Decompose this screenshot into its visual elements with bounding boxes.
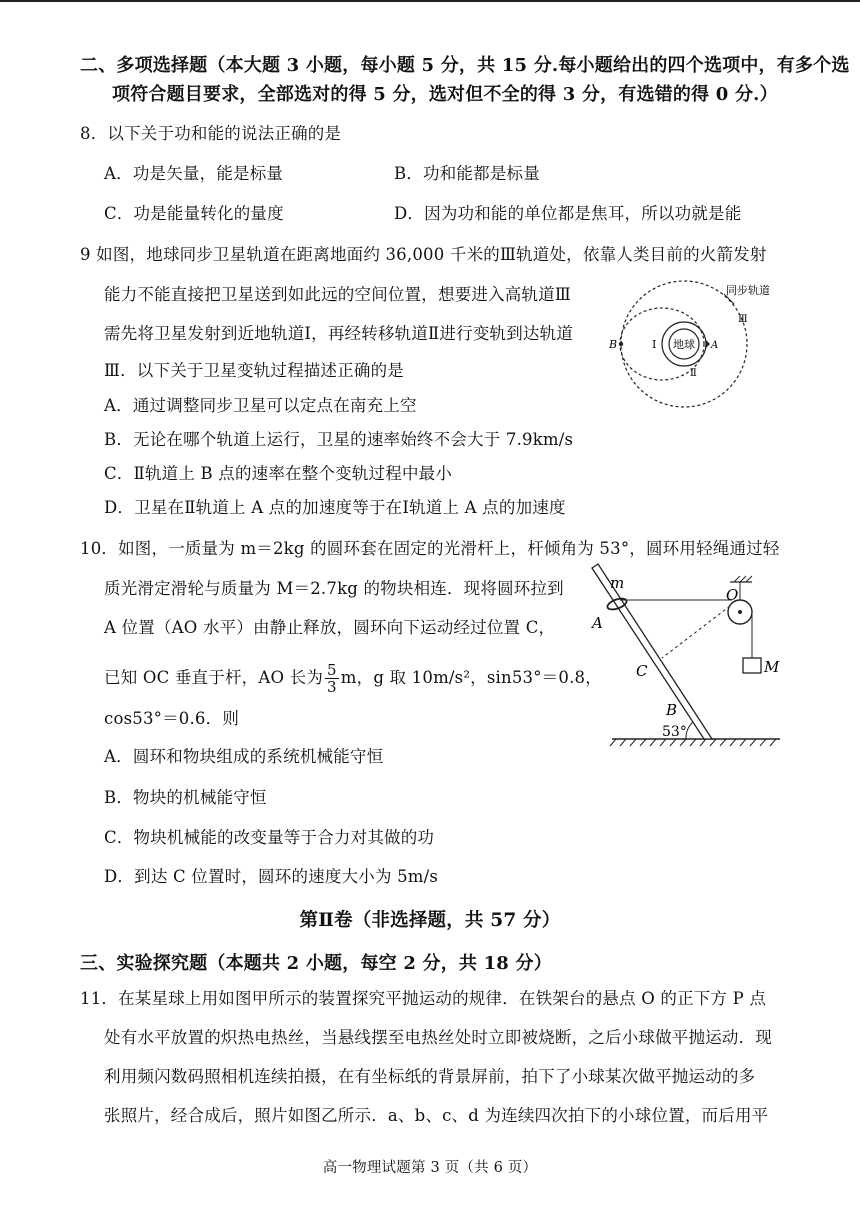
point-a-label: A xyxy=(711,340,719,351)
q10-line5: cos53°＝0.6．则 xyxy=(104,709,240,728)
q10-line4-post: m，g 取 10m/s²，sin53°＝0.8， xyxy=(340,668,602,687)
rod-pulley-diagram xyxy=(590,560,790,750)
section2-heading-line2: 项符合题目要求，全部选对的得 5 分，选对但不全的得 3 分，有选错的得 0 分.） xyxy=(112,84,778,105)
q11-line2: 处有水平放置的炽热电热丝，当悬线摆至电热丝处时立即被烧断，之后小球做平抛运动．现 xyxy=(104,1028,772,1047)
q9-line4: Ⅲ．以下关于卫星变轨过程描述正确的是 xyxy=(104,361,405,380)
ring-label-m: m xyxy=(610,574,625,592)
q9-option-a: A．通过调整同步卫星可以定点在南充上空 xyxy=(104,396,417,415)
top-border xyxy=(0,0,860,2)
q8-option-a: A．功是矢量，能是标量 xyxy=(104,164,284,183)
section2-heading-line1: 二、多项选择题（本大题 3 小题，每小题 5 分，共 15 分.每小题给出的四个选项中，有多个选 xyxy=(80,55,850,76)
block-m xyxy=(743,658,761,673)
q10-line3: A 位置（AO 水平）由静止释放，圆环向下运动经过位置 C， xyxy=(104,618,556,637)
part2-title: 第Ⅱ卷（非选择题，共 57 分） xyxy=(299,910,561,931)
q9-option-c: C．Ⅱ轨道上 B 点的速率在整个变轨过程中最小 xyxy=(104,464,453,483)
q8-option-b: B．功和能都是标量 xyxy=(394,164,540,183)
orbit-iii-label: Ⅲ xyxy=(738,314,748,325)
earth-label: 地球 xyxy=(673,338,695,351)
q11-line1: 11．在某星球上用如图甲所示的装置探究平抛运动的规律．在铁架台的悬点 O 的正下方 P 点 xyxy=(80,989,767,1008)
q9-option-b: B．无论在哪个轨道上运行，卫星的速率始终不会大于 7.9km/s xyxy=(104,430,574,449)
ceiling-hatching xyxy=(734,576,752,582)
pulley-axle xyxy=(738,610,742,614)
q10-fraction-num: 5 xyxy=(327,661,337,679)
section3-heading: 三、实验探究题（本题共 2 小题，每空 2 分，共 18 分） xyxy=(80,953,552,974)
point-b-dot xyxy=(619,342,623,346)
q9-line3: 需先将卫星发射到近地轨道Ⅰ，再经转移轨道Ⅱ进行变轨到达轨道 xyxy=(104,324,574,343)
q10-line1: 10．如图，一质量为 m＝2kg 的圆环套在固定的光滑杆上，杆倾角为 53°，圆环用轻绳通过轻 xyxy=(80,539,780,558)
q9-line2: 能力不能直接把卫星送到如此远的空间位置，想要进入高轨道Ⅲ xyxy=(104,285,572,304)
ground-hatching xyxy=(610,739,776,746)
q10-option-a: A．圆环和物块组成的系统机械能守恒 xyxy=(104,747,384,766)
point-b-label: B xyxy=(666,701,678,719)
orbit-i-label: Ⅰ xyxy=(652,338,657,351)
q10-fraction xyxy=(325,662,339,695)
q10-option-d: D．到达 C 位置时，圆环的速度大小为 5m/s xyxy=(104,867,439,886)
q10-line4-pre: 已知 OC 垂直于杆，AO 长为 xyxy=(104,668,324,687)
block-label-m: M xyxy=(764,658,780,676)
page-footer: 高一物理试题第 3 页（共 6 页） xyxy=(322,1160,538,1176)
q11-line4: 张照片，经合成后，照片如图乙所示．a、b、c、d 为连续四次拍下的小球位置，而后用平 xyxy=(104,1106,769,1125)
q8-stem: 8．以下关于功和能的说法正确的是 xyxy=(80,124,342,143)
orbit-ii-label: Ⅱ xyxy=(690,368,697,379)
point-a-arrow xyxy=(706,340,710,348)
q9-line1: 9 如图，地球同步卫星轨道在距离地面约 36,000 千米的Ⅲ轨道处，依靠人类目前的火箭发射 xyxy=(80,245,767,264)
q10-option-c: C．物块机械能的改变量等于合力对其做的功 xyxy=(104,828,435,847)
q8-option-c: C．功是能量转化的量度 xyxy=(104,204,284,223)
sync-orbit-label: 同步轨道 xyxy=(726,284,770,297)
point-b-label: B xyxy=(609,338,618,351)
q8-option-d: D．因为功和能的单位都是焦耳，所以功就是能 xyxy=(394,204,742,223)
dashed-line-oc xyxy=(662,606,730,658)
angle-label: 53° xyxy=(662,724,687,740)
orbit-diagram xyxy=(600,276,800,408)
point-o-label: O xyxy=(726,586,739,604)
point-c-label: C xyxy=(636,662,648,680)
angle-arc xyxy=(686,722,693,739)
q10-option-b: B．物块的机械能守恒 xyxy=(104,788,267,807)
q9-option-d: D．卫星在Ⅱ轨道上 A 点的加速度等于在Ⅰ轨道上 A 点的加速度 xyxy=(104,498,566,517)
q11-line3: 利用频闪数码照相机连续拍摄，在有坐标纸的背景屏前，拍下了小球某次做平抛运动的多 xyxy=(104,1067,756,1086)
q10-line4 xyxy=(104,662,602,695)
point-a-label: A xyxy=(592,614,603,632)
q10-line2: 质光滑定滑轮与质量为 M＝2.7kg 的物块相连．现将圆环拉到 xyxy=(104,579,564,598)
q10-fraction-den: 3 xyxy=(327,678,337,696)
